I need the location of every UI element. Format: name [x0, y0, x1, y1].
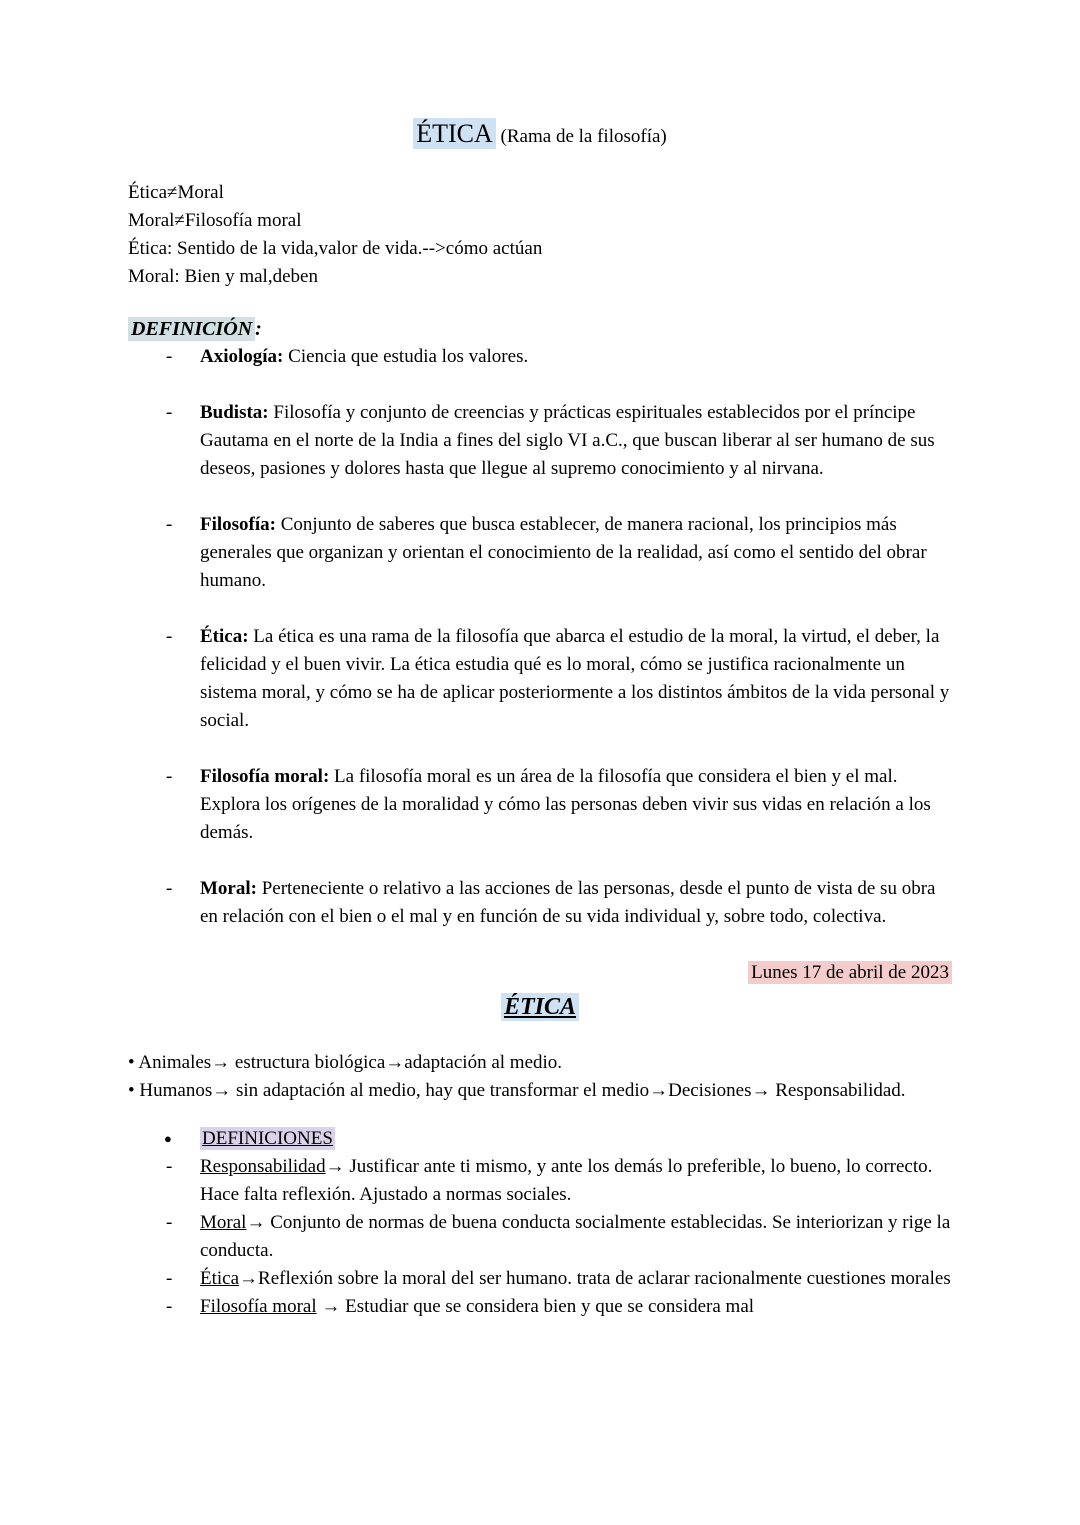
doc-title-highlight: ÉTICA	[413, 118, 496, 149]
definiciones-term: Responsabilidad	[200, 1156, 326, 1177]
definition-item-filosofia	[128, 511, 952, 595]
bullets-block	[128, 1049, 952, 1105]
intro-line: Moral≠Filosofía moral	[128, 210, 302, 231]
bullet-line-animales	[128, 1049, 952, 1077]
dash-marker: -	[166, 402, 173, 423]
definiciones-item-moral	[128, 1209, 952, 1265]
definition-term: Budista:	[200, 402, 269, 423]
definition-text: Conjunto de saberes que busca establecer, de manera racional, los principios más generales que organizan y orientan el conocimiento de la realidad, así como el sentido del obrar humano.	[200, 514, 927, 591]
dash-marker: -	[166, 1156, 173, 1177]
dash-marker: -	[166, 1296, 173, 1317]
definiciones-text: → Estudiar que se considera bien y que se considera mal	[316, 1296, 755, 1317]
bullet-line-humanos	[128, 1077, 952, 1105]
intro-line: Moral: Bien y mal,deben	[128, 266, 318, 287]
round-bullet-marker: ●	[164, 1131, 172, 1146]
definiciones-item-responsabilidad	[128, 1153, 952, 1209]
intro-block	[128, 179, 952, 291]
definition-text: La filosofía moral es un área de la filosofía que considera el bien y el mal. Explora los orígenes de la moralidad y cómo las personas deben vivir sus vidas en relación a los demás.	[200, 766, 931, 843]
definiciones-text: → Conjunto de normas de buena conducta socialmente establecidas. Se interiorizan y rige la conducta.	[200, 1212, 951, 1261]
definiciones-item-etica	[128, 1265, 952, 1293]
dash-marker: -	[166, 514, 173, 535]
intro-line: Ética: Sentido de la vida,valor de vida.-->cómo actúan	[128, 238, 543, 259]
definition-text: Filosofía y conjunto de creencias y prácticas espirituales establecidos por el príncipe Gautama en el norte de la India a fines del siglo VI a.C., que buscan liberar al ser humano de sus deseos, pasiones y dolores hasta que llegue al supremo conocimiento y al nirvana.	[200, 402, 935, 479]
definition-item-etica	[128, 623, 952, 735]
bullet-text: Animales→ estructura biológica→adaptación al medio.	[138, 1052, 563, 1073]
definition-term: Filosofía:	[200, 514, 276, 535]
bullet-marker: •	[128, 1080, 135, 1101]
date-highlight: Lunes 17 de abril de 2023	[748, 961, 952, 984]
definiciones-term: Ética	[200, 1268, 240, 1289]
dash-marker: -	[166, 346, 173, 367]
doc-title-suffix: (Rama de la filosofía)	[500, 126, 667, 147]
definition-term: Axiología:	[200, 346, 284, 367]
definiciones-item-filosofia-moral	[128, 1293, 952, 1321]
bullet-text: Humanos→ sin adaptación al medio, hay que transformar el medio→Decisiones→ Responsabilidad.	[139, 1080, 906, 1101]
definition-item-budista	[128, 399, 952, 483]
date-line	[128, 959, 952, 987]
definiciones-term: Filosofía moral	[200, 1296, 317, 1317]
section2-title	[128, 989, 952, 1025]
dash-marker: -	[166, 878, 173, 899]
definition-text: Perteneciente o relativo a las acciones de las personas, desde el punto de vista de su obra en relación con el bien o el mal y en función de su vida individual y, sobre todo, colectiva.	[200, 878, 936, 927]
definiciones-text: → Justificar ante ti mismo, y ante los demás lo preferible, lo bueno, lo correcto. Hace falta reflexión. Ajustado a normas sociales.	[200, 1156, 933, 1205]
dash-marker: -	[166, 1268, 173, 1289]
definition-item-filosofia-moral	[128, 763, 952, 847]
definition-item-axiologia	[128, 343, 952, 371]
definicion-heading-highlight: DEFINICIÓN	[128, 317, 255, 341]
definitions-list	[128, 343, 952, 931]
definiciones-list	[128, 1125, 952, 1321]
definicion-heading	[128, 315, 952, 343]
dash-marker: -	[166, 626, 173, 647]
definition-term: Ética:	[200, 626, 249, 647]
definition-text: La ética es una rama de la filosofía que abarca el estudio de la moral, la virtud, el deber, la felicidad y el buen vivir. La ética estudia qué es lo moral, cómo se justifica racionalmente un sistema moral, y cómo se ha de aplicar posteriormente a los distintos ámbitos de la vida personal y social.	[200, 626, 950, 731]
section2-title-highlight: ÉTICA	[501, 993, 579, 1021]
dash-marker: -	[166, 1212, 173, 1233]
definition-item-moral	[128, 875, 952, 931]
definiciones-term: Moral	[200, 1212, 247, 1233]
definition-term: Filosofía moral:	[200, 766, 330, 787]
definition-term: Moral:	[200, 878, 257, 899]
definiciones-text: →Reflexión sobre la moral del ser humano. trata de aclarar racionalmente cuestiones morales	[239, 1268, 951, 1289]
intro-line: Ética≠Moral	[128, 182, 224, 203]
definiciones-heading: DEFINICIONES	[202, 1128, 333, 1149]
definition-text: Ciencia que estudia los valores.	[283, 346, 529, 367]
dash-marker: -	[166, 766, 173, 787]
definiciones-heading-item	[128, 1125, 952, 1153]
doc-title	[128, 116, 952, 155]
definicion-heading-colon: :	[255, 318, 262, 340]
bullet-marker: •	[128, 1052, 135, 1073]
